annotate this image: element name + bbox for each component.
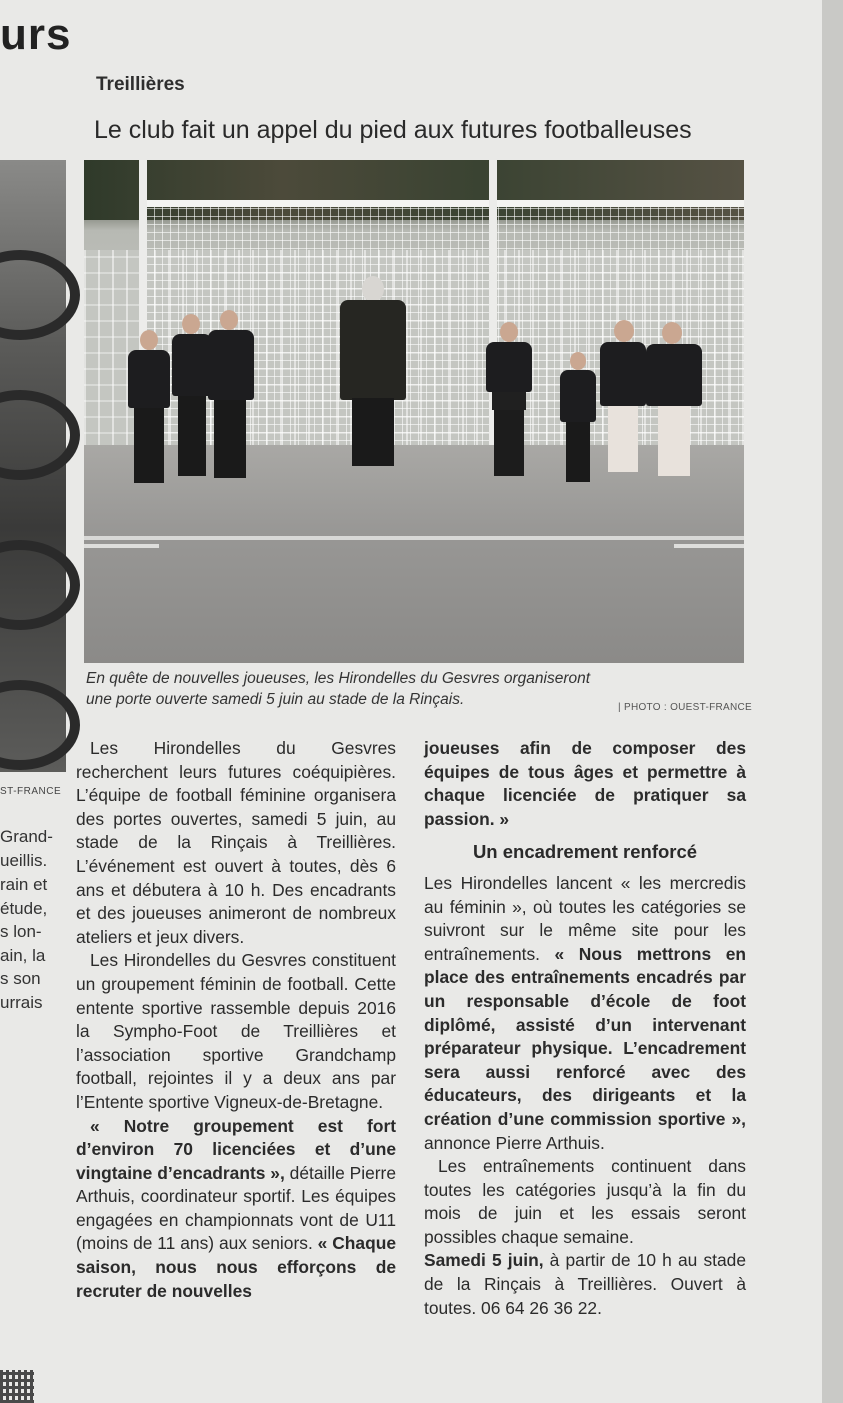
info-details: à partir de 10 h au stade de la Rinçais à Treillières. Ouvert à toutes. 06 64 26 36 22. bbox=[424, 1250, 746, 1318]
neighbor-credit: ST-FRANCE bbox=[0, 786, 62, 797]
article-headline: Le club fait un appel du pied aux futures footballeuses bbox=[94, 116, 692, 144]
quote-bold: « Notre groupement est fort d’environ 70 licenciées et d’une vingtaine d’encadrants », bbox=[76, 1115, 396, 1183]
photo-pitch-line bbox=[84, 536, 744, 540]
neighbor-line: ueillis. bbox=[0, 851, 48, 870]
paragraph-text: annonce Pierre Arthuis. bbox=[424, 1132, 605, 1153]
paragraph bbox=[76, 1115, 396, 1304]
neighbor-line: rain et bbox=[0, 875, 48, 894]
section-subhead: Un encadrement renforcé bbox=[472, 841, 698, 863]
paragraph bbox=[424, 737, 746, 831]
tire-shape bbox=[0, 680, 80, 770]
practical-info bbox=[424, 1249, 746, 1320]
article-column-1 bbox=[76, 737, 396, 1303]
tire-shape bbox=[0, 540, 80, 630]
quote-bold: « Chaque saison, nous nous efforçons de recruter de nouvelles bbox=[76, 1233, 396, 1301]
article-column-2 bbox=[424, 737, 746, 1320]
article-photo bbox=[84, 160, 744, 663]
neighbor-title-fragment: urs bbox=[0, 10, 72, 59]
neighbor-line: s son bbox=[0, 969, 41, 988]
qr-code-fragment bbox=[0, 1370, 34, 1403]
photo-credit: | PHOTO : OUEST-FRANCE bbox=[618, 702, 753, 713]
tire-shape bbox=[0, 390, 80, 480]
paragraph bbox=[424, 872, 746, 1155]
photo-ground bbox=[84, 445, 744, 663]
neighbor-article bbox=[0, 0, 70, 1403]
info-date: Samedi 5 juin, bbox=[424, 1250, 544, 1271]
caption-line: une porte ouverte samedi 5 juin au stade de la Rinçais. bbox=[86, 691, 465, 708]
photo-pitch-mark bbox=[674, 544, 744, 548]
neighbor-line: s lon- bbox=[0, 922, 42, 941]
paragraph-text: détaille Pierre Arthuis, coordinateur sportif. Les équipes engagées en championnats vont de U11 (moins de 11 ans) aux seniors. bbox=[76, 1162, 396, 1254]
paragraph-text: Les Hirondelles lancent « les mercredis au féminin », où toutes les catégories se suivront sur le même site pour les entraînements. bbox=[424, 872, 746, 964]
neighbor-line: étude, bbox=[0, 899, 48, 918]
paragraph: Les entraînements continuent dans toutes les catégories jusqu’à la fin du mois de juin et les essais seront possibles chaque semaine. bbox=[424, 1156, 746, 1247]
caption-line: En quête de nouvelles joueuses, les Hirondelles du Gesvres organiseront bbox=[86, 670, 591, 687]
neighbor-photo bbox=[0, 160, 66, 772]
neighbor-line: Grand- bbox=[0, 827, 53, 846]
quote-bold: joueuses afin de composer des équipes de tous âges et permettre à chaque licenciée de pratiquer sa passion. » bbox=[424, 738, 746, 829]
paragraph: Les Hirondelles du Gesvres recherchent leurs futures coéquipières. L’équipe de football féminine organisera des portes ouvertes, samedi 5 juin, au stade de la Rinçais à Treillières. L’événement est ouvert à toutes, dès 6 ans et débutera à 10 h. Des encadrants et des joueuses animeront de nombreux ateliers et jeux divers. bbox=[76, 738, 396, 947]
photo-pitch-mark bbox=[84, 544, 159, 548]
show-through-text bbox=[70, 1340, 810, 1403]
quote-bold: « Nous mettrons en place des entraînements encadrés par un responsable d’école de foot diplômé, assisté d’un intervenant préparateur physique. L’encadrement sera aussi renforcé avec des éducateurs, des dirigeants et la création d’une commission sportive », bbox=[424, 943, 746, 1129]
paragraph: Les Hirondelles du Gesvres constituent un groupement féminin de football. Cette entente sportive rassemble depuis 2016 la Sympho-Foot de Treillières et l’association sportive Grandchamp football, rejointes il y a deux ans par l’Entente sportive Vigneux-de-Bretagne. bbox=[76, 950, 396, 1112]
page-edge bbox=[822, 0, 843, 1403]
tire-shape bbox=[0, 250, 80, 340]
neighbor-line: urrais bbox=[0, 993, 43, 1012]
article-kicker: Treillières bbox=[96, 74, 185, 95]
neighbor-line: ain, la bbox=[0, 946, 46, 965]
